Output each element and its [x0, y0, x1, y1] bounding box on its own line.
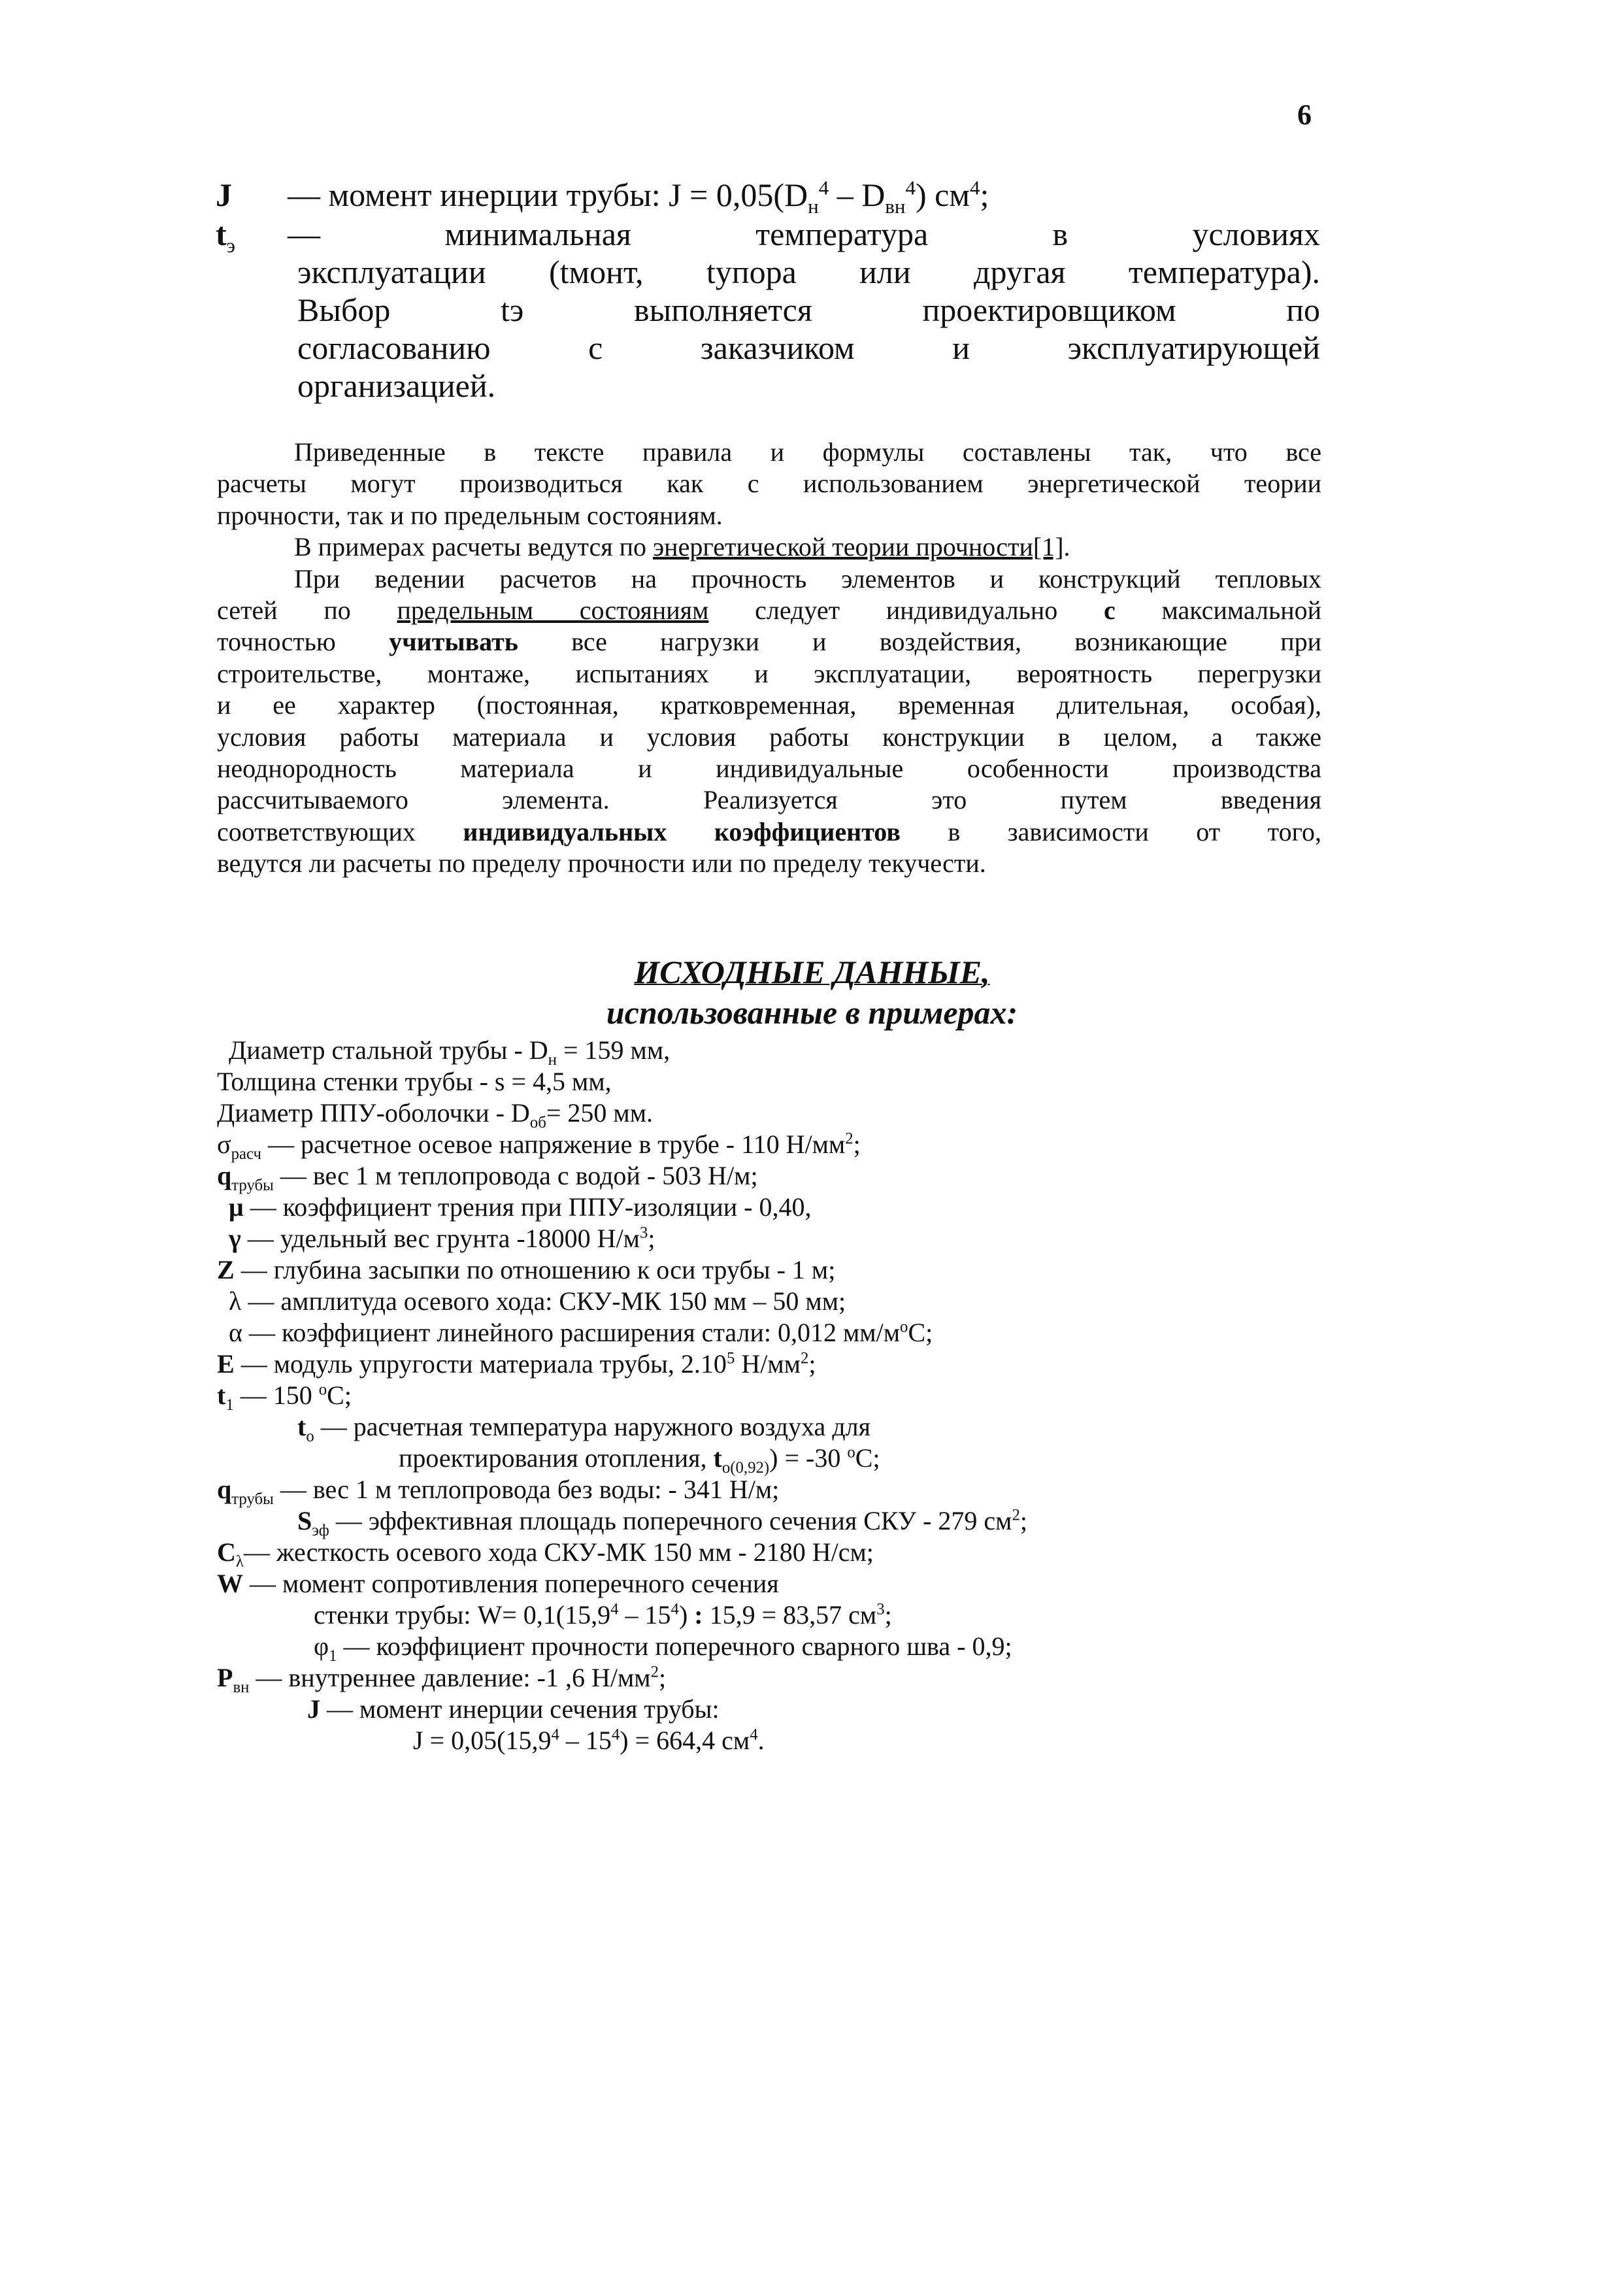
paragraph-line	[217, 531, 1321, 563]
data-item	[217, 1380, 352, 1414]
text: точностью	[217, 627, 389, 657]
bold-text: с	[1103, 595, 1116, 625]
sup: 4	[818, 176, 829, 199]
sup: о	[900, 1318, 908, 1336]
paragraph-line: При ведении расчетов на прочность элементов и конструкций тепловых	[294, 563, 1321, 594]
data-item	[314, 1631, 1012, 1665]
text: — 150	[233, 1381, 319, 1410]
text: Диаметр ППУ-оболочки - D	[217, 1098, 530, 1128]
definition-t-line: согласованию с заказчиком и эксплуатирующей	[297, 329, 1320, 366]
paragraph-line: Приведенные в тексте правила и формулы составлены так, что все	[294, 437, 1321, 467]
sup: 4	[905, 176, 916, 199]
text: Диаметр стальной трубы - D	[229, 1035, 548, 1065]
text: С;	[327, 1381, 352, 1410]
sub: трубы	[231, 1177, 274, 1194]
text: — коэффициент трения при ППУ-изоляции - 0,40,	[243, 1192, 812, 1222]
definition-t-line: эксплуатации (tмонт, tупора или другая температура).	[297, 254, 1320, 290]
text: С;	[855, 1443, 880, 1473]
data-item	[217, 1568, 779, 1599]
sup: 2	[800, 1349, 809, 1367]
data-item	[413, 1725, 765, 1756]
section-subheading: использованные в примерах:	[606, 994, 1018, 1031]
text: — коэффициент линейного расширения стали: 0,012 мм/м	[242, 1318, 901, 1347]
sub: 1	[225, 1396, 234, 1414]
data-item	[217, 1474, 780, 1508]
text: – D	[829, 176, 886, 213]
sub: вн	[885, 195, 906, 218]
text: ;	[884, 1600, 892, 1630]
text: следует индивидуально	[708, 595, 1104, 625]
sup: 5	[726, 1349, 735, 1367]
data-item	[297, 1411, 870, 1443]
text: ;	[980, 176, 989, 213]
text: в зависимости от того,	[900, 816, 1321, 846]
text: – 15	[618, 1600, 671, 1630]
paragraph-line: строительстве, монтаже, испытаниях и эксплуатации, вероятность перегрузки	[217, 658, 1321, 688]
text: — момент сопротивления поперечного сечения	[243, 1569, 779, 1598]
text: ) см	[916, 176, 970, 213]
data-item	[229, 1286, 846, 1317]
text: ) = 664,4 см	[620, 1726, 750, 1755]
paragraph-line	[217, 595, 1321, 626]
data-item	[217, 1066, 612, 1097]
symbol: q	[217, 1475, 232, 1504]
data-item	[217, 1662, 666, 1694]
bold-text: индивидуальных коэффициентов	[463, 816, 901, 846]
text: .	[757, 1726, 765, 1755]
text: — момент инерции сечения трубы:	[320, 1694, 720, 1724]
data-item	[229, 1192, 811, 1223]
text: стенки трубы: W= 0,1(15,9	[314, 1600, 611, 1630]
symbol: φ	[314, 1632, 329, 1661]
text: — расчетное осевое напряжение в трубе - 110 Н/мм	[261, 1130, 846, 1159]
symbol: σ	[217, 1130, 231, 1159]
text: — вес 1 м теплопровода без воды: - 341 Н/м;	[273, 1475, 780, 1504]
text: — амплитуда осевого хода: СКУ-МК 150 мм – 50 мм;	[241, 1286, 846, 1316]
paragraph-line: расчеты могут производиться как с использованием энергетической теории	[217, 469, 1321, 499]
sup: 4	[611, 1726, 620, 1744]
sub: 1	[329, 1647, 337, 1665]
symbol: t	[713, 1443, 722, 1473]
text: )	[678, 1600, 695, 1630]
sup: о	[318, 1381, 327, 1399]
sup: 2	[1012, 1506, 1020, 1524]
text: соответствующих	[217, 816, 463, 846]
symbol-t-sub: э	[226, 234, 235, 257]
text: — жесткость осевого хода СКУ-МК 150 мм - 2180 Н/см;	[243, 1537, 874, 1567]
text: сетей по	[217, 595, 397, 625]
definition-t-line: — минимальная температура в условиях	[288, 216, 1320, 252]
data-item	[217, 1160, 758, 1192]
symbol: λ	[229, 1286, 242, 1316]
text: ) = -30	[769, 1443, 848, 1473]
paragraph-line: рассчитываемого элемента. Реализуется это путем введения	[217, 785, 1321, 815]
text: С;	[908, 1318, 933, 1347]
sub: н	[808, 195, 819, 218]
symbol: γ	[229, 1224, 241, 1253]
text: ;	[853, 1130, 861, 1159]
text: — эффективная площадь поперечного сечения СКУ - 279 см	[329, 1506, 1012, 1535]
symbol: μ	[229, 1192, 244, 1222]
paragraph-line: прочности, так и по предельным состояниям.	[217, 500, 723, 530]
body-text	[217, 437, 1321, 879]
definition-t-line: организацией.	[297, 367, 496, 404]
symbol: J	[307, 1694, 320, 1724]
sub: н	[548, 1051, 557, 1069]
symbol: P	[217, 1663, 233, 1692]
paragraph-line: неоднородность материала и индивидуальные особенности производства	[217, 753, 1321, 783]
text: — внутреннее давление: -1 ,6 Н/мм	[249, 1663, 651, 1692]
sub: о	[306, 1428, 314, 1445]
sup: 2	[650, 1663, 659, 1681]
section-heading: ИСХОДНЫЕ ДАННЫЕ,	[634, 954, 990, 990]
sub: трубы	[231, 1490, 274, 1508]
data-item	[229, 1035, 671, 1069]
symbol: t	[297, 1412, 307, 1441]
sub: об	[529, 1114, 546, 1131]
data-item	[229, 1223, 655, 1254]
sup: 2	[845, 1130, 853, 1148]
data-item	[307, 1694, 720, 1725]
symbol: S	[297, 1506, 312, 1535]
text: = 250 мм.	[546, 1098, 654, 1128]
paragraph-line: условия работы материала и условия работы конструкции в целом, а также	[217, 722, 1321, 752]
symbol-t: t	[216, 216, 227, 252]
sup: 4	[610, 1600, 619, 1618]
data-item	[399, 1443, 880, 1477]
text: .	[1063, 532, 1070, 562]
symbol: C	[217, 1537, 236, 1567]
symbol: q	[217, 1161, 232, 1190]
text: ;	[658, 1663, 667, 1692]
text: максимальной	[1115, 595, 1322, 625]
text: 15,9 = 83,57 см	[703, 1600, 877, 1630]
sub: расч	[231, 1145, 261, 1163]
data-item	[217, 1254, 835, 1286]
reference-link[interactable]: энергетической теории прочности[1]	[653, 532, 1064, 562]
text: J = 0,05(15,9	[413, 1726, 552, 1755]
text: ;	[808, 1349, 816, 1379]
text: все нагрузки и воздействия, возникающие при	[518, 627, 1322, 657]
sub: о(0,92)	[721, 1459, 770, 1477]
sup: 4	[671, 1600, 679, 1618]
data-item	[217, 1097, 653, 1129]
text: — удельный вес грунта -18000 Н/м	[240, 1224, 640, 1253]
bold-text: :	[694, 1600, 703, 1630]
data-item	[229, 1317, 933, 1348]
paragraph-line: ведутся ли расчеты по пределу прочности или по пределу текучести.	[217, 848, 986, 879]
data-item	[314, 1599, 892, 1631]
bold-text: учитывать	[389, 627, 518, 657]
sup: о	[847, 1443, 855, 1462]
data-item	[217, 1537, 874, 1571]
data-item	[297, 1505, 1027, 1537]
paragraph-line	[217, 626, 1321, 658]
page-number: 6	[1297, 99, 1312, 131]
sub: эф	[312, 1522, 329, 1539]
definition-j-text: — момент инерции трубы: J = 0,05(D	[288, 176, 808, 213]
paragraph-line: и ее характер (постоянная, кратковременная, временная длительная, особая),	[217, 690, 1321, 720]
text: = 159 мм,	[556, 1035, 671, 1065]
text: Н/мм	[735, 1349, 801, 1379]
text: — расчетная температура наружного воздуха для	[314, 1412, 871, 1441]
data-item	[217, 1348, 816, 1380]
definition-t-line: Выбор tэ выполняется проектировщиком по	[297, 292, 1320, 328]
sup: 4	[750, 1726, 758, 1744]
text: В примерах расчеты ведутся по	[294, 532, 654, 562]
symbol-j: J	[216, 176, 232, 213]
text: ;	[1019, 1506, 1028, 1535]
text: проектирования отопления,	[399, 1443, 714, 1473]
sup: 4	[551, 1726, 559, 1744]
definition-j	[216, 175, 989, 218]
text: — глубина засыпки по отношению к оси трубы - 1 м;	[234, 1255, 836, 1284]
sub: вн	[233, 1679, 250, 1696]
definition-t-symbol	[216, 214, 235, 257]
data-item	[217, 1129, 861, 1163]
sup: 4	[970, 176, 980, 199]
sup: 3	[640, 1224, 648, 1242]
symbol: Z	[217, 1255, 235, 1284]
sub: λ	[235, 1553, 244, 1571]
text: — модуль упругости материала трубы, 2.10	[234, 1349, 727, 1379]
symbol: t	[217, 1381, 226, 1410]
paragraph-line	[217, 816, 1321, 848]
symbol: W	[217, 1569, 243, 1598]
text: — коэффициент прочности поперечного сварного шва - 0,9;	[337, 1632, 1012, 1661]
symbol: α	[229, 1318, 242, 1347]
text: ;	[648, 1224, 655, 1253]
text: Толщина стенки трубы - s = 4,5 мм,	[217, 1067, 612, 1096]
underlined-term: предельным состояниям	[397, 595, 709, 625]
text: — вес 1 м теплопровода с водой - 503 Н/м;	[273, 1161, 758, 1190]
symbol: E	[217, 1349, 235, 1379]
text: – 15	[559, 1726, 612, 1755]
sup: 3	[876, 1600, 885, 1618]
